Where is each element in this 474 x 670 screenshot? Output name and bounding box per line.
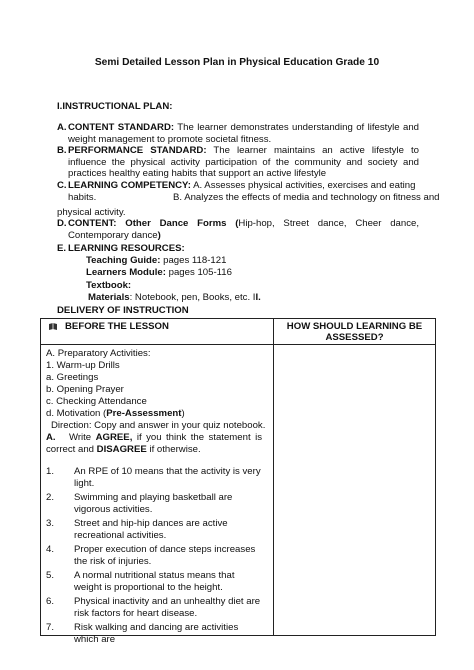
statement-text: Proper execution of dance steps increases the risk of injuries. (74, 544, 256, 567)
instruction-agree: AGREE, (95, 432, 133, 443)
document-title: Semi Detailed Lesson Plan in Physical Education Grade 10 (94, 57, 380, 68)
before-lesson-cell (41, 345, 274, 645)
statement-number: 7. (46, 622, 55, 633)
instructional-plan-heading: I.INSTRUCTIONAL PLAN: (57, 101, 173, 112)
instruction-mid: if you think the statement is correct and (46, 432, 262, 455)
delivery-heading: DELIVERY OF INSTRUCTION (57, 305, 189, 316)
statement-text: Physical inactivity and an unhealthy diet are risk factors for heart disease. (74, 596, 261, 619)
content-text: Hip-hop, Street dance, Cheer dance, Contemporary dance (68, 218, 420, 241)
item-mark: E. (57, 243, 67, 254)
content-label: CONTENT: (68, 218, 117, 229)
step-opening-prayer: b. Opening Prayer (46, 384, 124, 395)
step-motivation (46, 408, 262, 420)
statement-number: 1. (46, 466, 55, 477)
step-checking-attendance: c. Checking Attendance (46, 396, 147, 407)
statement-number: 2. (46, 492, 55, 503)
content-close: ) (157, 229, 161, 241)
performance-standard (57, 145, 419, 180)
statement-number: 3. (46, 518, 55, 529)
materials (88, 292, 261, 304)
assessment-cell (274, 345, 436, 636)
statement-number: 6. (46, 596, 55, 607)
statement-number: 5. (46, 570, 55, 581)
statement-text: A normal nutritional status means that weight is proportional to the height. (74, 570, 235, 593)
item-mark: C. (57, 180, 67, 191)
assessment-header: HOW SHOULD LEARNING BE ASSESSED? (274, 319, 436, 345)
content-bold-text: Other Dance Forms ( (116, 218, 239, 229)
content-standard-text: The learner demonstrates understanding of lifestyle and weight management to promote societal fitness. (68, 122, 420, 145)
learners-module-label: Learners Module: (86, 267, 166, 278)
preparatory-heading (46, 348, 262, 360)
statement-text: Street and hip-hip dances are active recreational activities. (74, 518, 228, 541)
teaching-guide-value: pages 118-121 (160, 255, 227, 266)
content-standard-label: CONTENT STANDARD: (68, 122, 175, 133)
textbook (86, 280, 131, 292)
performance-standard-text: The learner maintains an active lifestyle to influence the physical activity participation of the community and society and practices healthy eating habits that support an active lifestyle (68, 145, 419, 180)
statement-item (46, 622, 262, 645)
instruction-mark: A. (46, 432, 56, 443)
learners-module-value: pages 105-116 (165, 267, 232, 278)
motivation-bold: Pre-Assessment (106, 408, 182, 419)
teaching-guide (86, 255, 226, 267)
learning-competency-b-line2: physical activity. (57, 207, 126, 218)
materials-end: I. (255, 292, 261, 303)
instruction-disagree: DISAGREE (96, 443, 147, 455)
statement-text: Swimming and playing basketball are vigorous activities. (74, 492, 233, 515)
before-lesson-label: BEFORE THE LESSON (65, 321, 169, 332)
textbook-label: Textbook: (86, 280, 132, 291)
learning-resources (57, 243, 419, 255)
statement-number: 4. (46, 544, 55, 555)
content-standard (57, 122, 419, 145)
instruction-text (46, 432, 262, 455)
instruction-write: Write (68, 432, 96, 443)
performance-standard-label: PERFORMANCE STANDARD: (68, 145, 207, 156)
direction-text: Direction: Copy and answer in your quiz notebook. (51, 420, 266, 431)
learning-competency-a: A. Assesses physical activities, exercises and eating habits. (68, 180, 416, 203)
materials-label: Materials (88, 292, 130, 303)
learners-module (86, 267, 232, 279)
teaching-guide-label: Teaching Guide: (86, 255, 161, 266)
statement-text: Risk walking and dancing are activities which are (74, 622, 239, 645)
item-mark: A. (57, 122, 67, 133)
learning-competency-label: LEARNING COMPETENCY: (68, 180, 191, 191)
statement-text: An RPE of 10 means that the activity is very light. (74, 466, 261, 489)
materials-value: : Notebook, pen, Books, etc. I (129, 292, 256, 303)
motivation-prefix: d. Motivation ( (46, 408, 107, 419)
instruction-end: if otherwise. (146, 443, 201, 455)
table-header-row (41, 319, 436, 345)
table-body-row (41, 345, 436, 636)
statement-item (46, 466, 262, 489)
learning-competency-b-line1: B. Analyzes the effects of media and technology on fitness and (173, 192, 440, 203)
statement-item (46, 570, 262, 593)
statement-item (46, 596, 262, 619)
item-mark: B. (57, 145, 67, 156)
statement-item (46, 544, 262, 567)
statement-item (46, 518, 262, 541)
statement-item (46, 492, 262, 515)
delivery-table (40, 318, 436, 645)
content-item (57, 218, 419, 241)
book-icon (49, 323, 57, 330)
step-warmup: 1. Warm-up Drills (46, 360, 120, 371)
learning-resources-label: LEARNING RESOURCES: (68, 243, 185, 254)
item-mark: D. (57, 218, 67, 229)
preparatory-heading-text: A. Preparatory Activities: (46, 348, 151, 359)
motivation-suffix: ) (181, 408, 185, 419)
step-greetings: a. Greetings (46, 372, 99, 383)
before-lesson-header (41, 319, 274, 345)
